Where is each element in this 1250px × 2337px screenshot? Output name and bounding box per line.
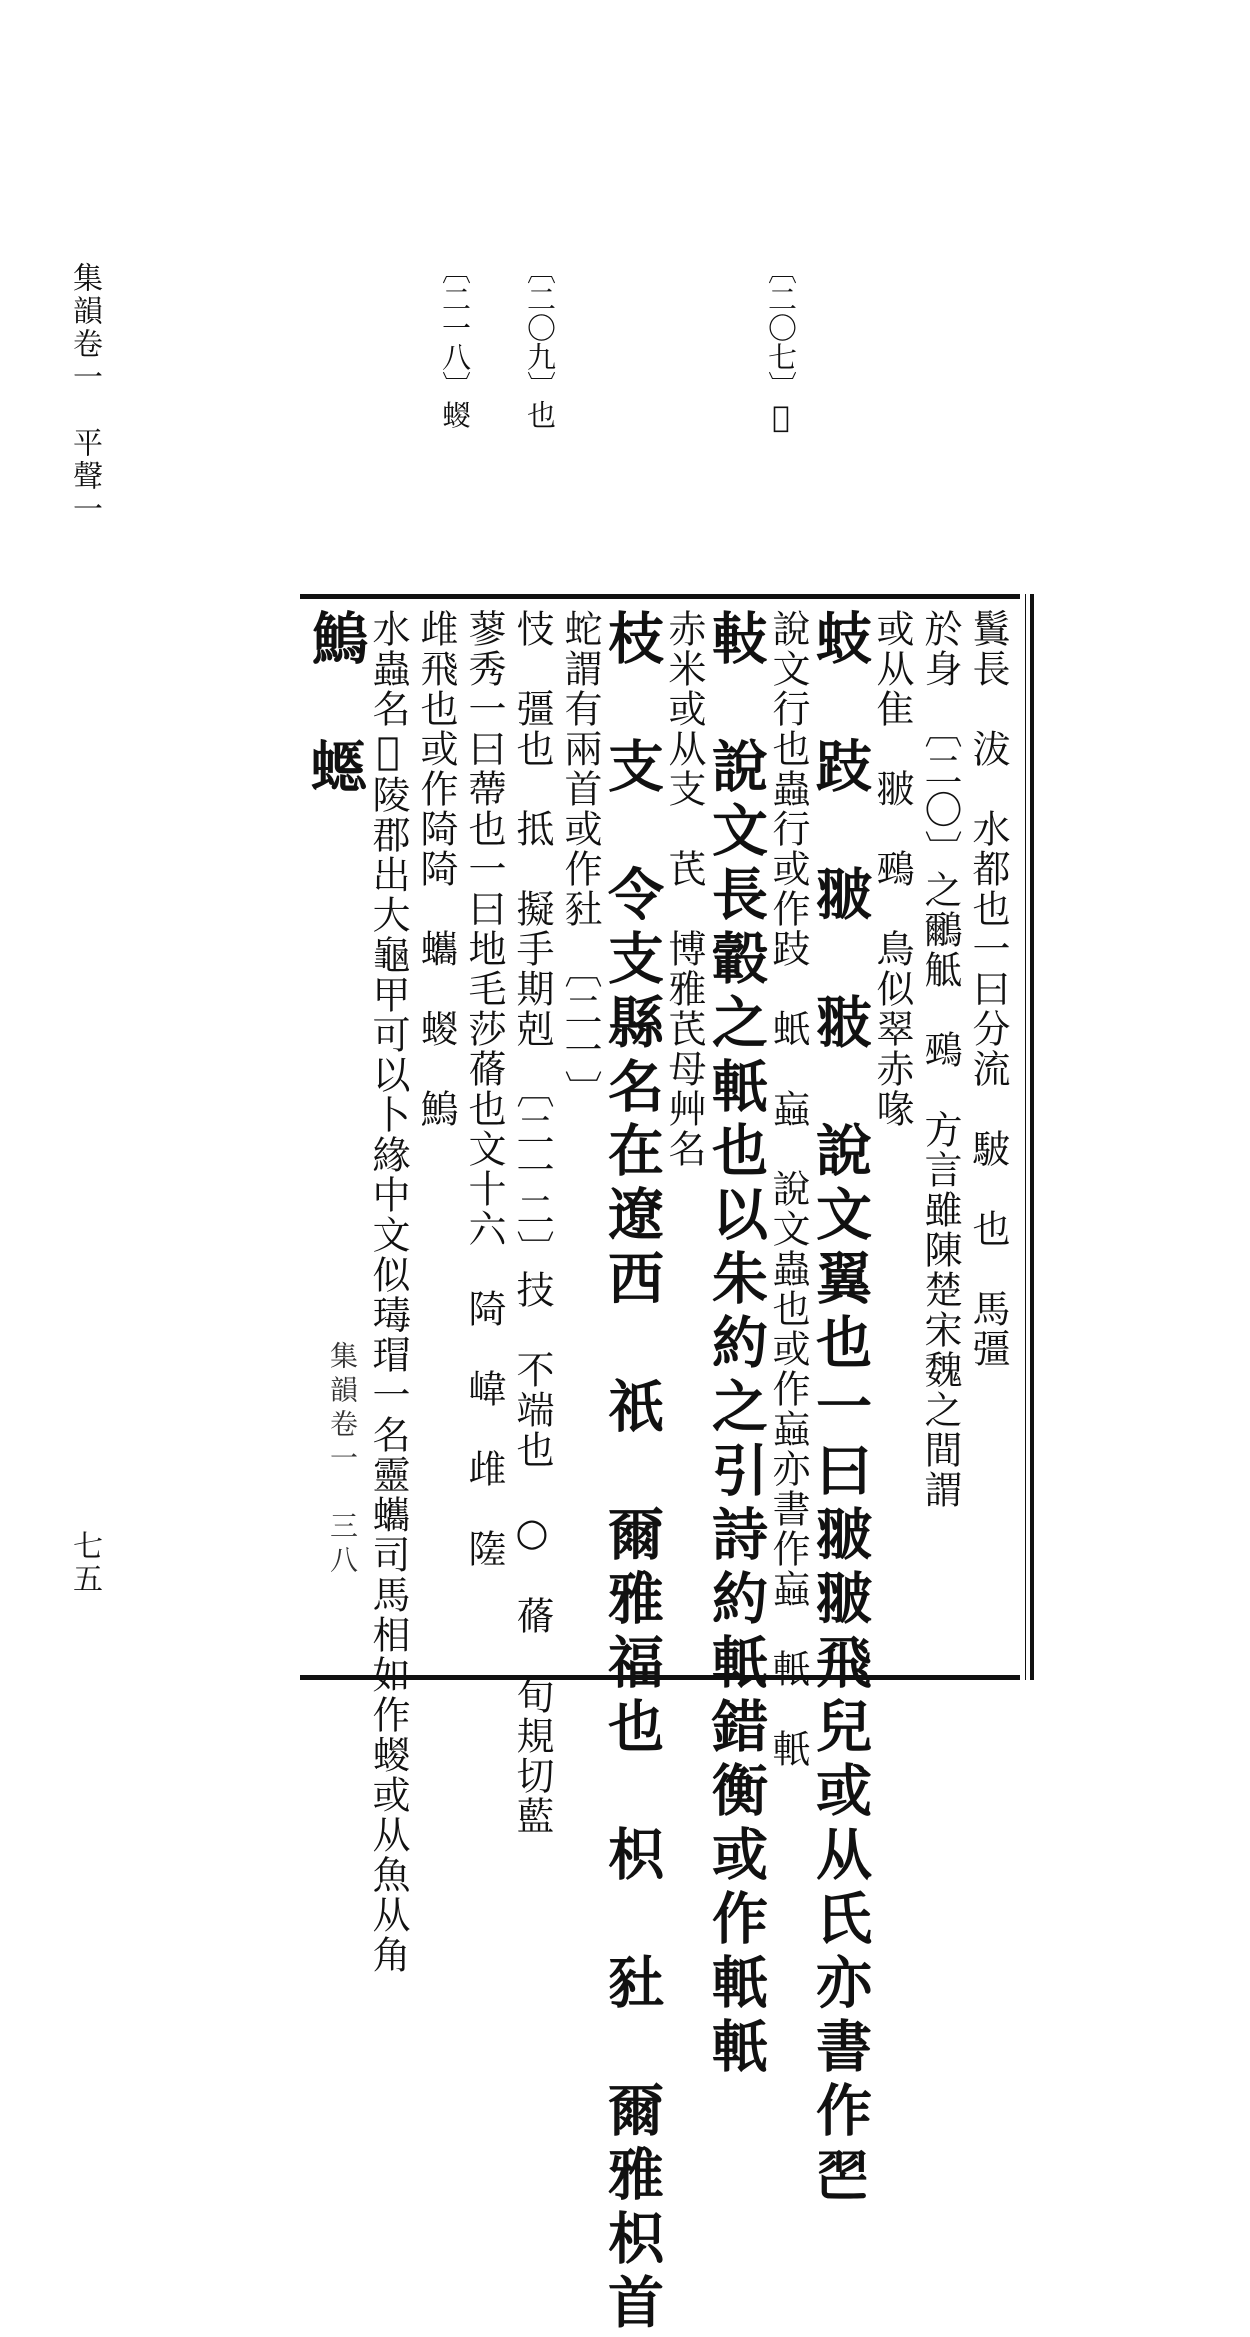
block-spine-label: 集韻卷一 三八: [326, 1341, 359, 1579]
margin-title: 集韻卷一 平聲一: [67, 262, 102, 526]
column-text: 或从隹 翍 鵐 鳥似翠赤喙: [870, 609, 914, 1129]
woodblock-page: [300, 594, 1020, 2337]
collation-notes: [0, 255, 1250, 435]
text-column: [660, 609, 708, 1665]
column-text: 於身 〔二〇〕之鸍觝 鵐 方言雖陳楚宋魏之間謂: [918, 609, 962, 1510]
column-text: 水蟲名𥃱陵郡出大龜甲可以卜緣中文似瑇瑁一名靈蠵司馬相如作蝬或从魚从角: [366, 609, 410, 1975]
text-column: [599, 609, 665, 2337]
collation-note: 〔二〇九〕也: [523, 255, 557, 429]
text-column: [807, 609, 873, 2209]
column-text: 蚑 跂 翍 翄 說文翼也一曰翍翍飛兒或从氏亦書作𦐀: [807, 609, 873, 2209]
text-column: [764, 609, 812, 1769]
collation-note: 〔二一八〕蝬: [438, 255, 472, 429]
text-column: [303, 609, 369, 1665]
column-text: 鬒長 沷 水都也一曰分流 駊 也 馬彊: [966, 609, 1010, 1369]
column-text: 鰞 𧏽: [303, 609, 369, 801]
text-column: [556, 609, 604, 1665]
text-column: [964, 609, 1012, 1665]
margin-page-number: 七五: [67, 1530, 102, 1596]
text-column: [703, 609, 769, 2081]
column-text: 枝 支 令支縣名在遼西 祇 爾雅福也 枳 䝅 爾雅枳首: [599, 609, 665, 2337]
text-column: [916, 609, 964, 1665]
column-text: 軙 說文長轂之軝也以朱約之引詩約軝錯衡或作軝軝: [703, 609, 769, 2081]
column-text: 說文行也蟲行或作跂 蚔 蝱 說文蟲也或作蝱亦書作蝱 軝 軝: [766, 609, 810, 1769]
text-column: [868, 609, 916, 1665]
column-text: 䧳飛也或作陭陭 蠵 蝬 鰞: [414, 609, 458, 1129]
column-text: 蓼秀一曰蔕也一曰地毛莎蓨也文十六 陭 𡺨 䧳 隓: [462, 609, 506, 1569]
column-text: 蛇謂有兩首或作䝅 〔二一〕: [558, 609, 602, 1110]
column-text: 忮 彊也 抵 擬手期剋 〔二一二〕技 不端也 ○ 蓨 旬規切藍: [510, 609, 554, 1836]
text-column: [412, 609, 460, 1665]
text-columns: [303, 609, 1012, 2337]
column-text: 赤米或从支 芪 博雅芪母艸名: [662, 609, 706, 1169]
text-column: [460, 609, 508, 1665]
text-column: [508, 609, 556, 1836]
collation-note: 〔二〇七〕𩬆: [764, 255, 798, 434]
text-column: [364, 609, 412, 1975]
